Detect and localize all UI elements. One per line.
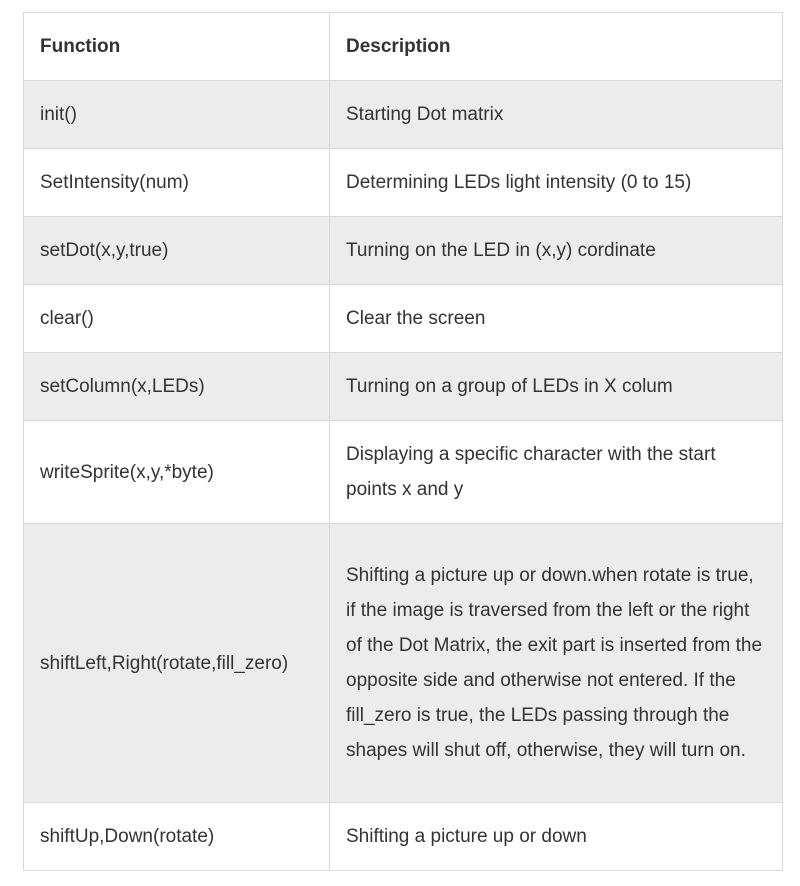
description-cell: Starting Dot matrix bbox=[330, 81, 783, 149]
description-cell: Determining LEDs light intensity (0 to 15) bbox=[330, 149, 783, 217]
table-row bbox=[24, 81, 783, 149]
function-cell: shiftUp,Down(rotate) bbox=[24, 803, 330, 871]
function-cell: clear() bbox=[24, 285, 330, 353]
table-row bbox=[24, 217, 783, 285]
description-cell: Turning on a group of LEDs in X colum bbox=[330, 353, 783, 421]
description-cell: Shifting a picture up or down.when rotate is true, if the image is traversed from the left or the right of the Dot Matrix, the exit part is inserted from the opposite side and otherwise not entered. If the fill_zero is true, the LEDs passing through the shapes will shut off, otherwise, they will turn on. bbox=[330, 524, 783, 803]
header-description: Description bbox=[330, 13, 783, 81]
function-cell: init() bbox=[24, 81, 330, 149]
function-cell: shiftLeft,Right(rotate,fill_zero) bbox=[24, 524, 330, 803]
function-cell: setDot(x,y,true) bbox=[24, 217, 330, 285]
description-cell: Turning on the LED in (x,y) cordinate bbox=[330, 217, 783, 285]
table-row bbox=[24, 524, 783, 803]
description-cell: Clear the screen bbox=[330, 285, 783, 353]
function-table bbox=[23, 12, 783, 871]
table-header-row bbox=[24, 13, 783, 81]
description-cell: Shifting a picture up or down bbox=[330, 803, 783, 871]
header-function: Function bbox=[24, 13, 330, 81]
function-cell: SetIntensity(num) bbox=[24, 149, 330, 217]
table-row bbox=[24, 149, 783, 217]
table-row bbox=[24, 353, 783, 421]
function-cell: writeSprite(x,y,*byte) bbox=[24, 421, 330, 524]
description-cell: Displaying a specific character with the start points x and y bbox=[330, 421, 783, 524]
function-cell: setColumn(x,LEDs) bbox=[24, 353, 330, 421]
table-row bbox=[24, 285, 783, 353]
table-row bbox=[24, 421, 783, 524]
function-table-container bbox=[23, 12, 782, 871]
table-row bbox=[24, 803, 783, 871]
